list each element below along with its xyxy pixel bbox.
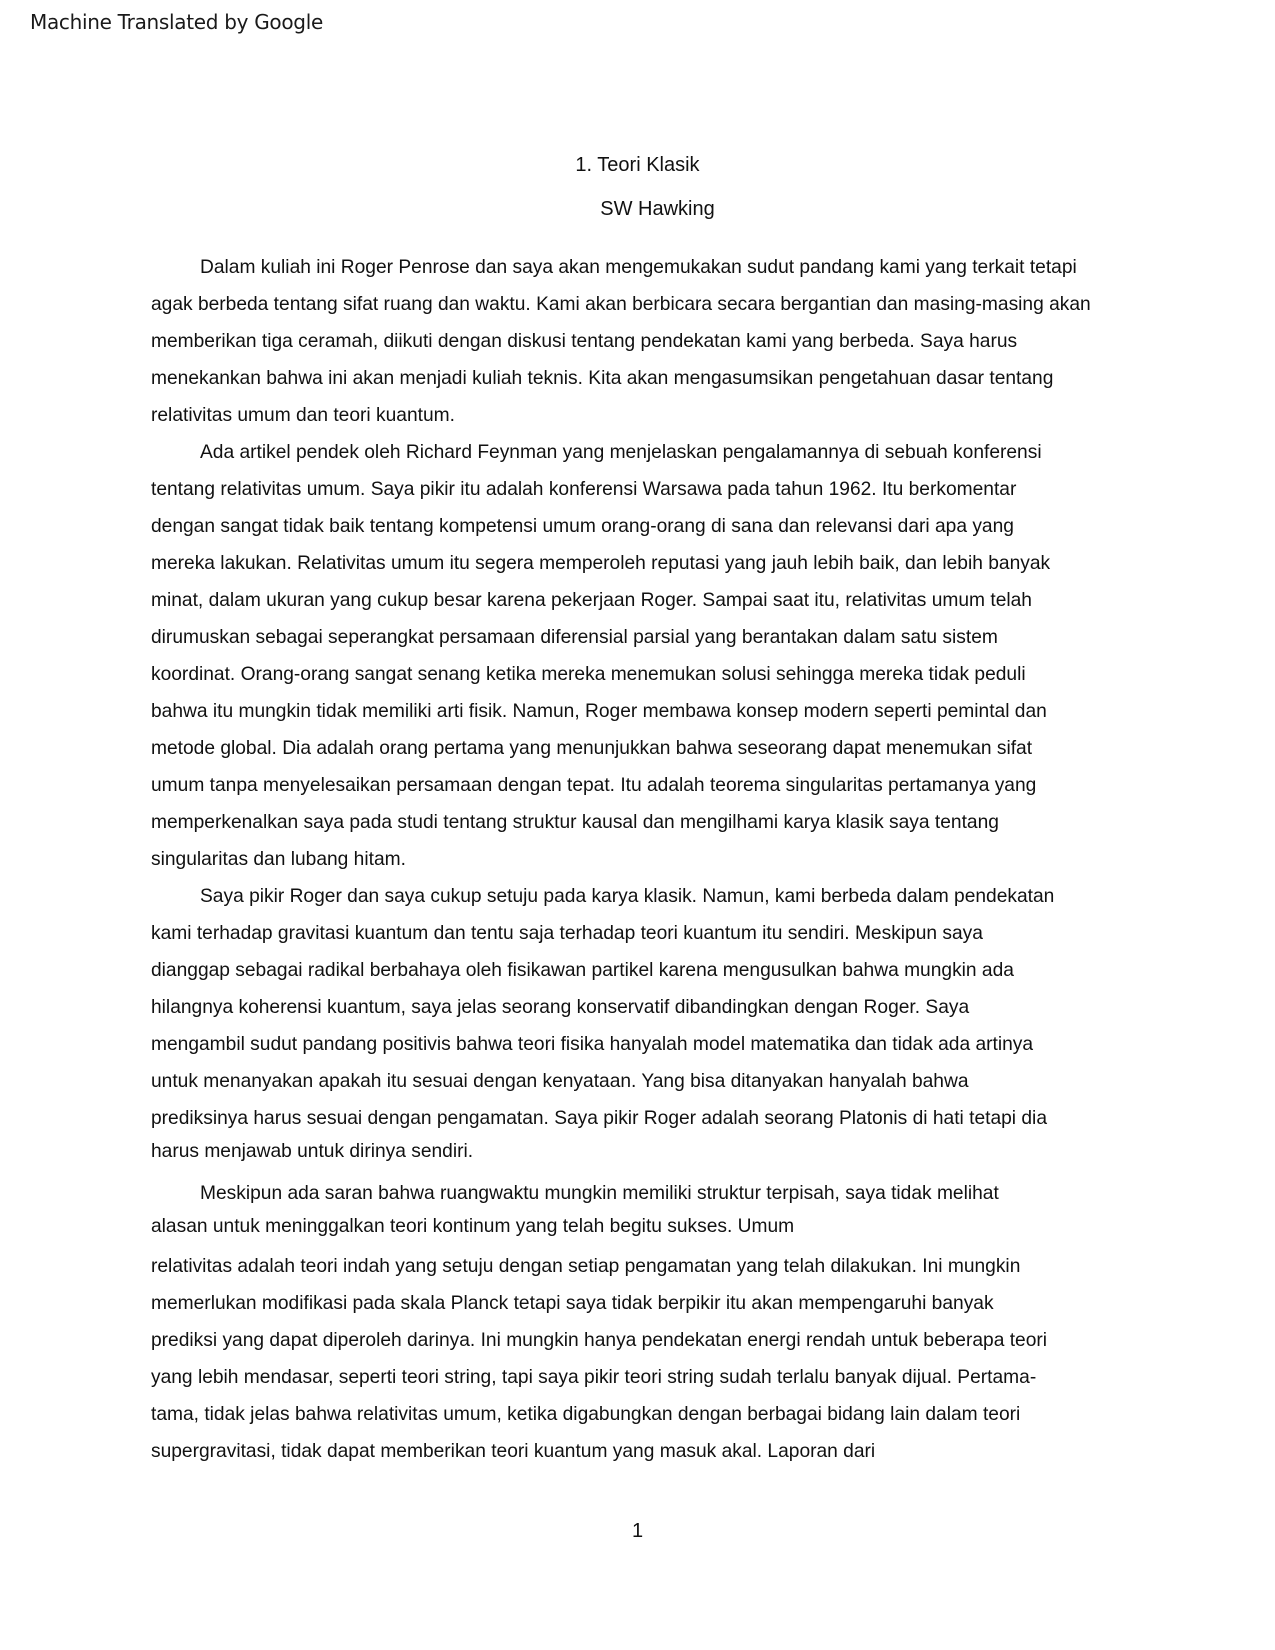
paragraph-first-line: Saya pikir Roger dan saya cukup setuju pada karya klasik. Namun, kami berbeda dalam pendekatan <box>200 886 1055 907</box>
paragraph-line: dengan sangat tidak baik tentang kompetensi umum orang-orang di sana dan relevansi dari apa yang <box>151 516 1014 537</box>
paragraph-line: relativitas umum dan teori kuantum. <box>151 405 455 426</box>
paragraph-line: dirumuskan sebagai seperangkat persamaan diferensial parsial yang berantakan dalam satu sistem <box>151 627 998 648</box>
paragraph-line: kami terhadap gravitasi kuantum dan tentu saja terhadap teori kuantum itu sendiri. Meskipun saya <box>151 923 983 944</box>
paragraph-line: agak berbeda tentang sifat ruang dan waktu. Kami akan berbicara secara bergantian dan masing-masing akan <box>151 294 1091 315</box>
document-title: 1. Teori Klasik <box>575 154 700 176</box>
paragraph-line: metode global. Dia adalah orang pertama yang menunjukkan bahwa seseorang dapat menemukan sifat <box>151 738 1033 759</box>
document-author: SW Hawking <box>600 198 715 220</box>
paragraph-line: memperkenalkan saya pada studi tentang struktur kausal dan mengilhami karya klasik saya tentang <box>151 812 999 833</box>
paragraph-line: tentang relativitas umum. Saya pikir itu adalah konferensi Warsawa pada tahun 1962. Itu berkomentar <box>151 479 1017 500</box>
paragraph-first-line: Ada artikel pendek oleh Richard Feynman yang menjelaskan pengalamannya di sebuah konferensi <box>200 442 1042 463</box>
paragraph-line: supergravitasi, tidak dapat memberikan teori kuantum yang masuk akal. Laporan dari <box>151 1441 876 1462</box>
paragraph-line: mereka lakukan. Relativitas umum itu segera memperoleh reputasi yang jauh lebih baik, dan lebih banyak <box>151 553 1051 574</box>
paragraph-line: yang lebih mendasar, seperti teori string, tapi saya pikir teori string sudah terlalu banyak dijual. Pertama- <box>151 1367 1037 1388</box>
paragraph-line: alasan untuk meninggalkan teori kontinum yang telah begitu sukses. Umum <box>151 1216 795 1237</box>
paragraph-first-line: Meskipun ada saran bahwa ruangwaktu mungkin memiliki struktur terpisah, saya tidak melihat <box>200 1183 999 1204</box>
paragraph-first-line: Dalam kuliah ini Roger Penrose dan saya akan mengemukakan sudut pandang kami yang terkait tetapi <box>200 257 1077 278</box>
paragraph-line: tama, tidak jelas bahwa relativitas umum, ketika digabungkan dengan berbagai bidang lain dalam teori <box>151 1404 1021 1425</box>
paragraph-line: prediksi yang dapat diperoleh darinya. Ini mungkin hanya pendekatan energi rendah untuk beberapa teori <box>151 1330 1048 1351</box>
paragraph-line: minat, dalam ukuran yang cukup besar karena pekerjaan Roger. Sampai saat itu, relativitas umum telah <box>151 590 1032 611</box>
page-number: 1 <box>631 1520 644 1542</box>
paragraph-line: relativitas adalah teori indah yang setuju dengan setiap pengamatan yang telah dilakukan. Ini mungkin <box>151 1256 1021 1277</box>
machine-translation-label: Machine Translated by Google <box>30 10 323 34</box>
paragraph-line: untuk menanyakan apakah itu sesuai dengan kenyataan. Yang bisa ditanyakan hanyalah bahwa <box>151 1071 969 1092</box>
paragraph-line: dianggap sebagai radikal berbahaya oleh fisikawan partikel karena mengusulkan bahwa mungkin ada <box>151 960 1014 981</box>
paragraph-line: hilangnya koherensi kuantum, saya jelas seorang konservatif dibandingkan dengan Roger. Saya <box>151 997 970 1018</box>
paragraph-line: prediksinya harus sesuai dengan pengamatan. Saya pikir Roger adalah seorang Platonis di hati tetapi dia <box>151 1108 1047 1129</box>
paragraph-line: memerlukan modifikasi pada skala Planck tetapi saya tidak berpikir itu akan mempengaruhi banyak <box>151 1293 994 1314</box>
paragraph-line: harus menjawab untuk dirinya sendiri. <box>151 1141 474 1162</box>
paragraph-line: menekankan bahwa ini akan menjadi kuliah teknis. Kita akan mengasumsikan pengetahuan dasar tentang <box>151 368 1054 389</box>
paragraph-line: koordinat. Orang-orang sangat senang ketika mereka menemukan solusi sehingga mereka tidak peduli <box>151 664 1026 685</box>
paragraph-line: memberikan tiga ceramah, diikuti dengan diskusi tentang pendekatan kami yang berbeda. Saya harus <box>151 331 1018 352</box>
paragraph-line: mengambil sudut pandang positivis bahwa teori fisika hanyalah model matematika dan tidak ada artinya <box>151 1034 1034 1055</box>
paragraph-line: umum tanpa menyelesaikan persamaan dengan tepat. Itu adalah teorema singularitas pertamanya yang <box>151 775 1037 796</box>
paragraph-line: bahwa itu mungkin tidak memiliki arti fisik. Namun, Roger membawa konsep modern seperti pemintal dan <box>151 701 1047 722</box>
paragraph-line: singularitas dan lubang hitam. <box>151 849 406 870</box>
